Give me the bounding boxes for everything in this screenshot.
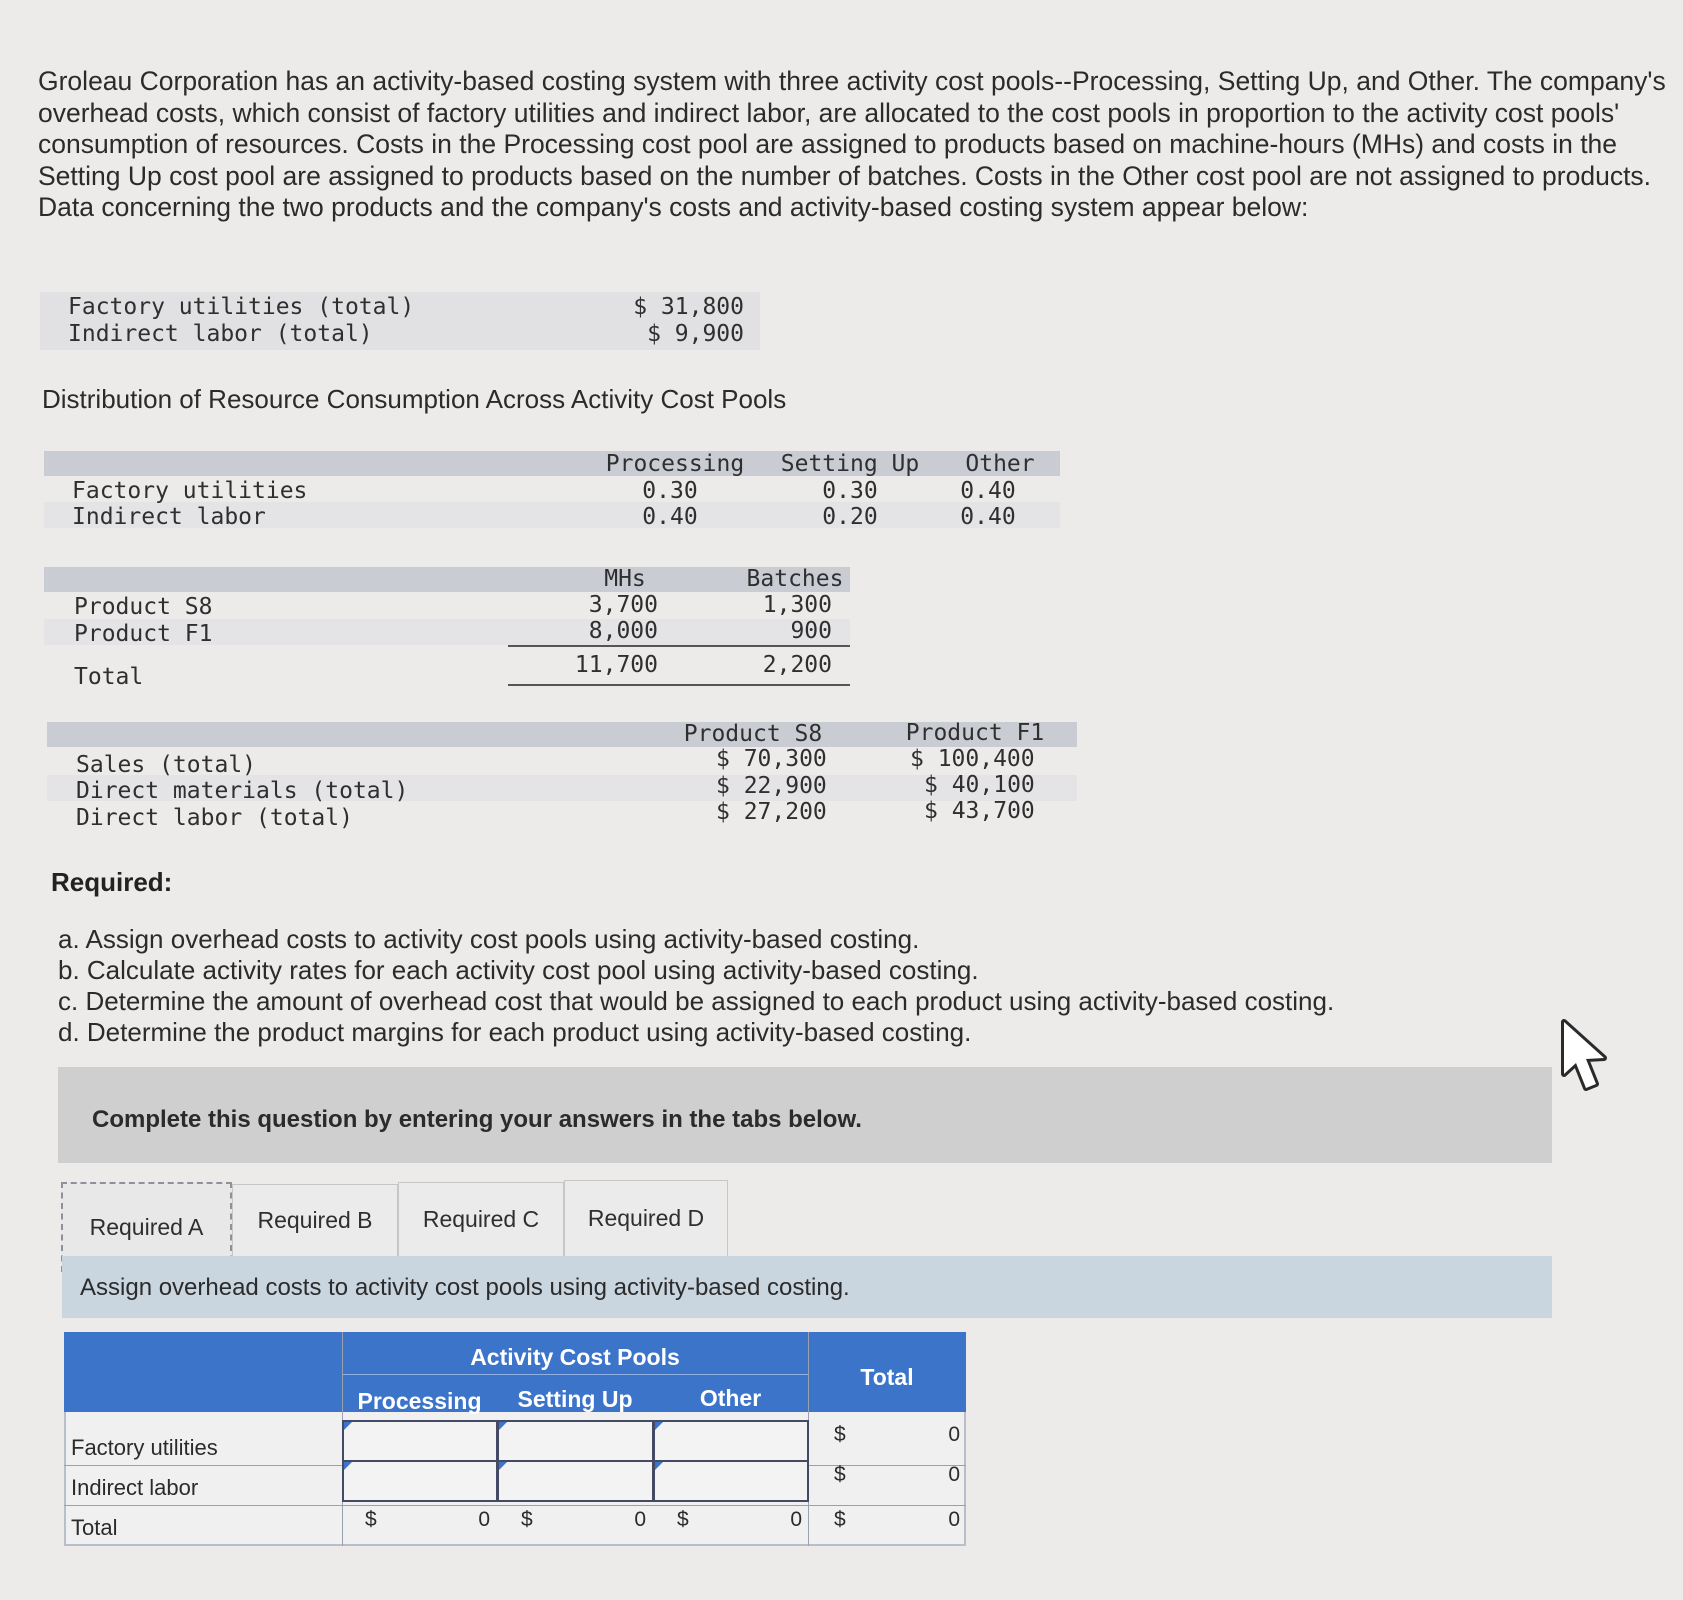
activity-total-value: 2,200 [762, 652, 832, 678]
answer-total-value: 0 [948, 1463, 960, 1486]
required-item-c: c. Determine the amount of overhead cost that would be assigned to each product using activity-based costing. [58, 986, 1335, 1016]
distribution-value: 0.40 [642, 504, 698, 530]
distribution-label-labor: Indirect labor [72, 504, 266, 530]
products-value: $ 43,700 [924, 798, 1035, 824]
distribution-value: 0.30 [642, 478, 698, 504]
input-triangle-icon [344, 1462, 352, 1470]
answer-header-setting-up: Setting Up [517, 1386, 633, 1412]
distribution-header-setting-up: Setting Up [780, 451, 920, 477]
activity-label-total: Total [74, 664, 144, 690]
answer-row-line [64, 1505, 966, 1506]
distribution-label-utilities: Factory utilities [72, 478, 308, 504]
answer-header-total: Total [860, 1364, 914, 1390]
input-triangle-icon [344, 1422, 352, 1430]
overhead-label-utilities: Factory utilities (total) [68, 294, 415, 320]
required-item-d: d. Determine the product margins for each product using activity-based costing. [58, 1017, 972, 1047]
answer-total-row-currency: $ [365, 1508, 377, 1531]
distribution-value: 0.40 [960, 504, 1016, 530]
products-value: $ 70,300 [716, 746, 827, 772]
products-value: $ 22,900 [716, 773, 827, 799]
activity-value: 1,300 [762, 592, 832, 618]
activity-value: 3,700 [588, 592, 658, 618]
products-value: $ 100,400 [910, 746, 1035, 772]
distribution-value: 0.30 [822, 478, 878, 504]
tab-instruction-bar [62, 1256, 1552, 1318]
input-labor-setting-up[interactable] [497, 1460, 654, 1502]
activity-value: 900 [790, 618, 832, 644]
answer-row-label-total: Total [71, 1515, 118, 1540]
products-header-s8: Product S8 [683, 721, 823, 747]
distribution-value: 0.40 [960, 478, 1016, 504]
answer-total-row-value: 0 [790, 1508, 802, 1531]
input-labor-other[interactable] [653, 1460, 809, 1502]
instructions-banner [58, 1067, 1552, 1163]
answer-header-processing: Processing [357, 1388, 482, 1414]
activity-label-f1: Product F1 [74, 621, 213, 647]
input-triangle-icon [499, 1462, 507, 1470]
activity-header-bar [44, 567, 850, 592]
overhead-label-labor: Indirect labor (total) [68, 321, 373, 347]
activity-label-s8: Product S8 [74, 594, 213, 620]
tab-required-a[interactable]: Required A [61, 1182, 232, 1272]
tab-required-b[interactable]: Required B [232, 1184, 398, 1256]
input-triangle-icon [655, 1462, 663, 1470]
distribution-header-other: Other [965, 451, 1035, 477]
answer-header-divider [342, 1374, 808, 1375]
input-triangle-icon [499, 1422, 507, 1430]
problem-statement: Groleau Corporation has an activity-based costing system with three activity cost pools--Processing, Setting Up, and Other. The company's overhead costs, which consist of factory utilities and indirect labor, are allocated to the cost pools in proportion to the activity cost pools' consumption of resources. Costs in the Processing cost pool are assigned to products based on machine-hours (MHs) and costs in the Setting Up cost pool are assigned to products based on the number of batches. Costs in the Other cost pool are not assigned to products. Data concerning the two products and the company's costs and activity-based costing system appear below: [38, 66, 1666, 222]
products-label-materials: Direct materials (total) [76, 778, 409, 804]
answer-total-row-currency: $ [521, 1508, 533, 1531]
products-value: $ 27,200 [716, 799, 827, 825]
products-label-sales: Sales (total) [76, 752, 257, 778]
answer-header-group: Activity Cost Pools [470, 1344, 680, 1370]
answer-total-row-value: 0 [478, 1508, 490, 1531]
instructions-text: Complete this question by entering your answers in the tabs below. [92, 1106, 862, 1133]
activity-total-value: 11,700 [574, 652, 658, 678]
answer-total-row-currency: $ [677, 1508, 689, 1531]
mouse-pointer-icon [1560, 1018, 1616, 1099]
input-utilities-setting-up[interactable] [497, 1420, 654, 1462]
activity-value: 8,000 [588, 618, 658, 644]
required-item-b: b. Calculate activity rates for each activity cost pool using activity-based costing. [58, 955, 979, 985]
answer-total-row-value: 0 [948, 1508, 960, 1531]
input-utilities-processing[interactable] [342, 1420, 498, 1462]
answer-total-value: 0 [948, 1423, 960, 1446]
answer-total-row-value: 0 [634, 1508, 646, 1531]
activity-total-line [508, 684, 850, 686]
tab-instruction-text: Assign overhead costs to activity cost pools using activity-based costing. [80, 1274, 850, 1301]
activity-subtotal-line [508, 645, 850, 647]
products-label-labor: Direct labor (total) [76, 805, 353, 831]
answer-header-other: Other [699, 1385, 762, 1411]
products-header-f1: Product F1 [905, 720, 1045, 746]
answer-total-row-currency: $ [834, 1508, 846, 1531]
required-item-a: a. Assign overhead costs to activity cost pools using activity-based costing. [58, 924, 920, 954]
overhead-value-utilities: $ 31,800 [633, 294, 744, 320]
answer-total-currency: $ [834, 1463, 846, 1486]
answer-total-currency: $ [834, 1423, 846, 1446]
activity-header-mhs: MHs [604, 566, 646, 592]
answer-row-label-utilities: Factory utilities [71, 1435, 218, 1460]
tab-required-c[interactable]: Required C [398, 1182, 564, 1256]
distribution-title: Distribution of Resource Consumption Across Activity Cost Pools [42, 384, 787, 414]
required-title: Required: [51, 867, 173, 897]
input-utilities-other[interactable] [653, 1420, 809, 1462]
input-triangle-icon [655, 1422, 663, 1430]
input-labor-processing[interactable] [342, 1460, 498, 1502]
products-value: $ 40,100 [924, 772, 1035, 798]
distribution-header-processing: Processing [605, 451, 745, 477]
distribution-value: 0.20 [822, 504, 878, 530]
answer-row-label-labor: Indirect labor [71, 1475, 199, 1500]
activity-header-batches: Batches [746, 566, 844, 592]
tab-required-d[interactable]: Required D [564, 1180, 728, 1256]
overhead-value-labor: $ 9,900 [647, 321, 744, 347]
